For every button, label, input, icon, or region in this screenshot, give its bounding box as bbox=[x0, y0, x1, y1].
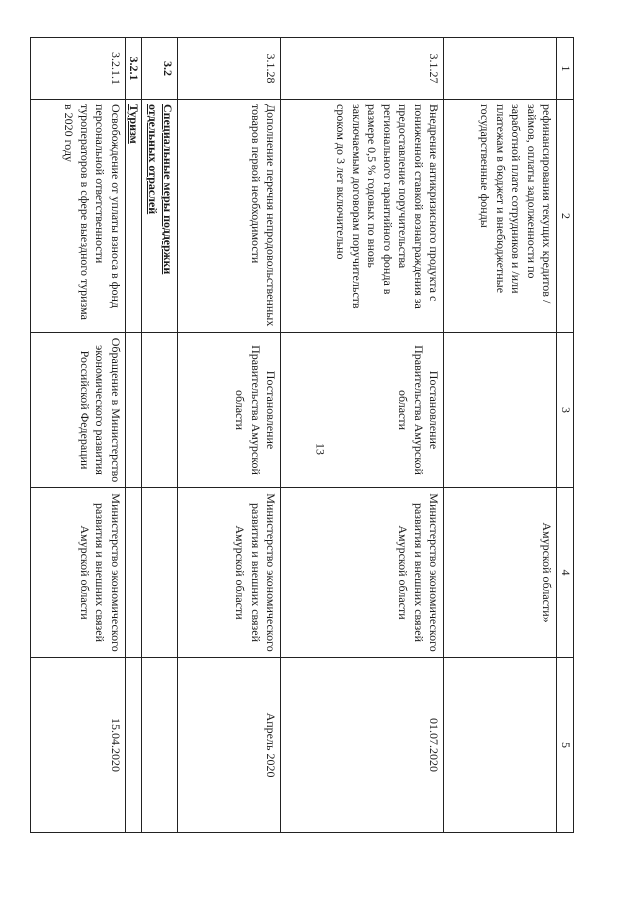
column-header-2: 2 bbox=[557, 100, 574, 333]
document-text: Постановление Правительства Амурской области bbox=[281, 333, 444, 488]
column-header-3: 3 bbox=[557, 333, 574, 488]
empty-cell bbox=[126, 658, 143, 833]
row-number: 3.2.1.1 bbox=[31, 38, 126, 100]
responsible-text: Министерство экономического развития и внешних связей Амурской области bbox=[178, 488, 281, 658]
table-header-row bbox=[557, 38, 574, 833]
responsible-text: Министерство экономического развития и внешних связей Амурской области bbox=[281, 488, 444, 658]
table-row-3-1-27 bbox=[281, 38, 444, 833]
empty-cell bbox=[142, 488, 178, 658]
document-text bbox=[444, 333, 557, 488]
table-row-3-1-28 bbox=[178, 38, 281, 833]
table-row-section-3-2 bbox=[142, 38, 178, 833]
table-row-3-2-1-1 bbox=[31, 38, 126, 833]
empty-cell bbox=[126, 488, 143, 658]
column-header-1: 1 bbox=[557, 38, 574, 100]
page-number: 13 bbox=[313, 443, 328, 455]
measure-text: рефинансирования текущих кредитов / займов, оплаты задолженности по заработной плате сотрудников и /или платежам в бюджет и внебюджетные государственные фонды bbox=[444, 100, 557, 333]
column-header-4: 4 bbox=[557, 488, 574, 658]
row-number: 3.1.28 bbox=[178, 38, 281, 100]
document-text: Обращение в Министерство экономического развития Российской Федерации bbox=[31, 333, 126, 488]
deadline-text bbox=[444, 658, 557, 833]
responsible-text: Амурской области» bbox=[444, 488, 557, 658]
measures-table bbox=[60, 37, 574, 832]
deadline-text: Апрель 2020 bbox=[178, 658, 281, 833]
row-number bbox=[444, 38, 557, 100]
section-title: Специальные меры поддержки отдельных отраслей bbox=[142, 100, 178, 333]
column-header-5: 5 bbox=[557, 658, 574, 833]
document-text: Постановление Правительства Амурской области bbox=[178, 333, 281, 488]
section-title: Туризм bbox=[126, 100, 143, 333]
measure-text: Освобождение от уплаты взноса в фонд персональной ответственности туроператоров в сфере выездного туризма в 2020 году bbox=[31, 100, 126, 333]
empty-cell bbox=[126, 333, 143, 488]
table-row-section-3-2-1 bbox=[126, 38, 143, 833]
responsible-text: Министерство экономического развития и внешних связей Амурской области bbox=[31, 488, 126, 658]
measure-text: Дополнение перечня непродовольственных товаров первой необходимости bbox=[178, 100, 281, 333]
deadline-text: 01.07.2020 bbox=[281, 658, 444, 833]
measure-text: Внедрение антикризисного продукта с пониженной ставкой вознаграждения за предоставление поручительства регионального гарантийного фонда в размере 0,5 % годовых по вновь заключаемым договорам поручительств сроком до 3 лет включительно bbox=[281, 100, 444, 333]
section-number: 3.2.1 bbox=[126, 38, 143, 100]
deadline-text: 15.04.2020 bbox=[31, 658, 126, 833]
empty-cell bbox=[142, 658, 178, 833]
section-number: 3.2 bbox=[142, 38, 178, 100]
row-number: 3.1.27 bbox=[281, 38, 444, 100]
table-row-continuation bbox=[444, 38, 557, 833]
empty-cell bbox=[142, 333, 178, 488]
